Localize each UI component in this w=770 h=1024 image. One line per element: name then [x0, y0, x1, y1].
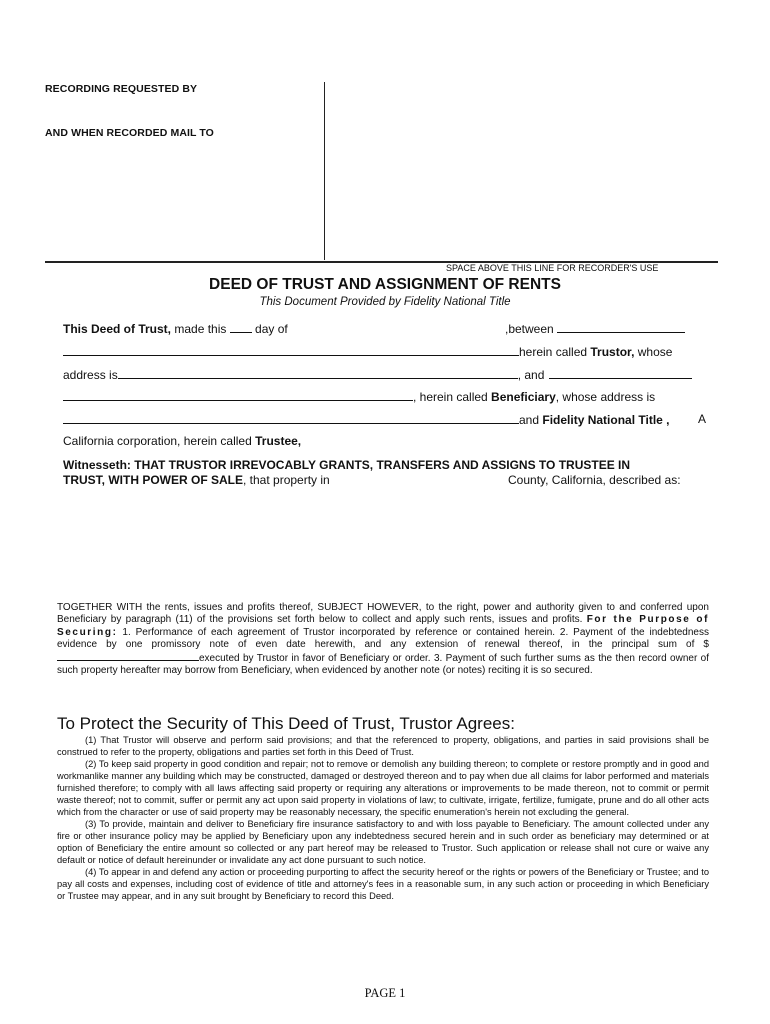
form-line-6 [63, 434, 711, 448]
recorder-line [45, 261, 718, 263]
fidelity-label: Fidelity National Title , [542, 413, 670, 427]
recorded-mail-to-label: AND WHEN RECORDED MAIL TO [45, 127, 214, 139]
together-part-1: TOGETHER WITH the rents, issues and profits thereof, SUBJECT HOWEVER, to the right, power and authority given to and conferred upon Beneficiary by paragraph (11) of the provisions set forth below to collect and apply such rents, issues and profits. [57, 602, 709, 626]
witnesseth-text: Witnesseth: THAT TRUSTOR IRREVOCABLY GRANTS, TRANSFERS AND ASSIGNS TO TRUSTEE IN [63, 458, 631, 472]
together-part-2: 1. Performance of each agreement of Trustor incorporated by reference or contained herein. 2. Payment of the indebtedness evidence by one promissory note of even date herewith, and any extension of renewal thereof, in the principal sum of $ [57, 626, 709, 650]
county-text: County, California, described as: [508, 473, 681, 487]
between-group [505, 321, 685, 336]
form-line-2 [63, 344, 711, 359]
recorder-space-note: SPACE ABOVE THIS LINE FOR RECORDER'S USE [446, 263, 659, 273]
provisions-block [57, 734, 709, 902]
power-of-sale-text: TRUST, WITH POWER OF SALE [63, 473, 243, 487]
form-line-4 [63, 389, 711, 404]
protect-heading: To Protect the Security of This Deed of Trust, Trustor Agrees: [57, 714, 515, 733]
and-text: , and [517, 368, 545, 382]
trustor-label: Trustor, [590, 345, 635, 359]
document-subtitle: This Document Provided by Fidelity National Title [259, 296, 511, 308]
provision-1: (1) That Trustor will observe and perform said provisions; and that the referenced to property, obligations, and parties in said provisions shall be construed to refer to the property, obligations and parties set forth in this Deed of Trust. [57, 735, 709, 757]
whose-text: whose [634, 345, 673, 359]
herein-called-text: herein called [519, 345, 591, 359]
form-line-3 [63, 367, 711, 382]
a-text: A [698, 412, 707, 426]
witnesseth-line-1 [63, 458, 711, 472]
deed-of-trust-lead: This Deed of Trust, [63, 322, 172, 336]
witnesseth-line-2 [63, 473, 330, 487]
beneficiary-name-field-1[interactable] [549, 367, 692, 379]
property-in-text: , that property in [243, 473, 330, 487]
trustor-address-field[interactable] [118, 367, 518, 379]
day-of-text: day of [251, 322, 288, 336]
between-field[interactable] [557, 321, 685, 333]
provision-3: (3) To provide, maintain and deliver to Beneficiary fire insurance satisfactory to and with loss payable to Beneficiary. The amount collected under any fire or other insurance policy may be applied by Beneficiary upon any indebtedness secured herein and in such order as beneficiary may determined or at option of Beneficiary the entire amount so collected or any part hereof may be released to Trustor. Such application or release shall not cure or waive any default or notice of default hereinunder or invalidate any act done pursuant to such notice. [57, 819, 709, 865]
recording-requested-by-label: RECORDING REQUESTED BY [45, 83, 198, 95]
header-divider-vertical [324, 82, 325, 260]
provision-2: (2) To keep said property in good condition and repair; not to remove or demolish any building thereon; to complete or restore promptly and in good and workmanlike manner any building which may be constructed, damaged or destroyed thereon and to pay when due all claims for labor performed and materials furnished therefore; to comply with all laws affecting said property or requiring any alterations or improvements to be made thereon, not to commit or permit waste thereof; not to commit, suffer or permit any act upon said property in violations of law; to cultivate, irrigate, fertilize, fumigate, prune and do all other acts which from the character or use of said property may be reasonably necessary, the specific enumeration's herein not excluding the general. [57, 759, 709, 817]
day-field[interactable] [230, 321, 252, 333]
trustor-name-field[interactable] [63, 344, 519, 356]
form-line-5 [63, 412, 711, 427]
together-part-3: executed by Trustor in favor of Beneficiary or order. 3. Payment of such further sums as the then record owner of such property hereafter may borrow from Beneficiary, when evidenced by another note (or notes) reciting it is so secured. [57, 653, 709, 677]
purpose-label: For the Purpose of Securing: [57, 614, 709, 638]
address-is-text: address is [63, 368, 118, 382]
and-text-2: and [519, 413, 543, 427]
beneficiary-label: Beneficiary [491, 390, 556, 404]
whose-address-text: , whose address is [555, 390, 656, 404]
beneficiary-address-field[interactable] [63, 412, 519, 424]
beneficiary-name-field-2[interactable] [63, 389, 413, 401]
trustee-label: Trustee, [255, 434, 302, 448]
page-number: PAGE 1 [364, 986, 406, 1000]
document-title: DEED OF TRUST AND ASSIGNMENT OF RENTS [209, 276, 561, 293]
between-text: ,between [505, 322, 558, 336]
principal-sum-field[interactable] [57, 651, 199, 661]
herein-called-text-2: , herein called [413, 390, 492, 404]
made-this-text: made this [171, 322, 230, 336]
california-corp-text: California corporation, herein called [63, 434, 256, 448]
together-with-paragraph [57, 602, 709, 678]
provision-4: (4) To appear in and defend any action or proceeding purporting to affect the security hereof or the rights or powers of the Beneficiary or Trustee; and to pay all costs and expenses, including cost of evidence of title and attorney's fees in a reasonable sum, in any such action or proceeding in which Beneficiary or Trustee may appear, and in any suit brought by Beneficiary to record this Deed. [57, 867, 709, 901]
